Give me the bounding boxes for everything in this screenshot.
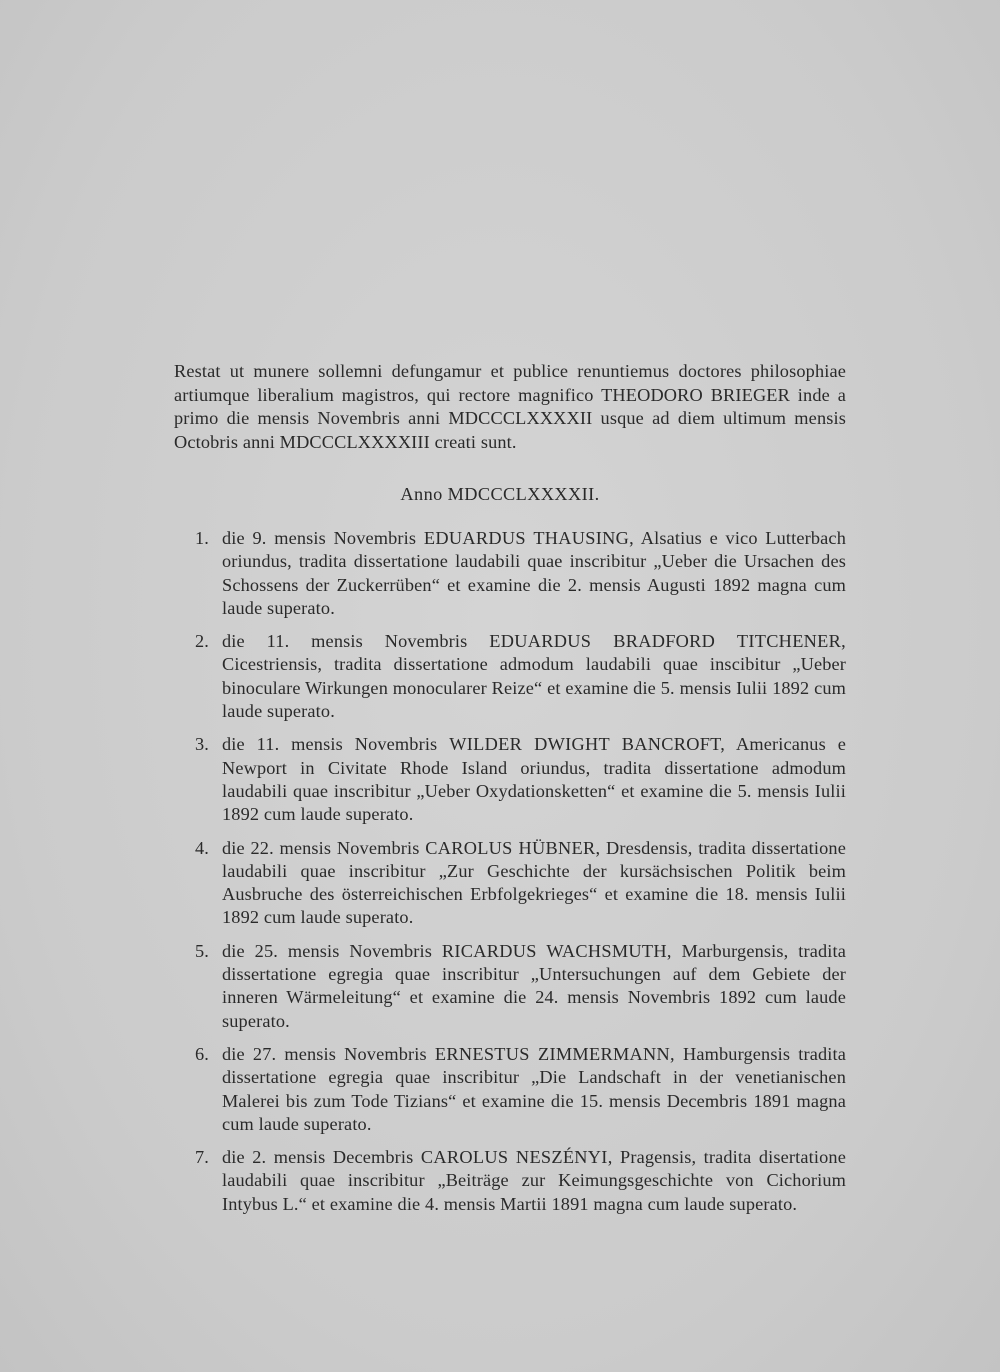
list-item [195,837,846,930]
list-item [195,630,846,723]
entry-number: 4. [195,837,210,858]
entry-number: 5. [195,940,210,961]
entry-name: EDUARDUS THAUSING, [423,528,635,548]
entry-date: die 22. mensis Novembris [222,837,420,858]
list-item [195,1043,846,1136]
entry-name: RICARDUS WACHSMUTH, [441,940,672,961]
list-item [195,1146,846,1216]
entry-date: die 9. mensis Novembris [222,528,417,548]
entry-date: die 25. mensis Novembris [222,940,432,961]
doctorate-list [195,527,846,1226]
entry-name: EDUARDUS BRADFORD TITCHENER, [489,631,846,652]
entry-name: WILDER DWIGHT BANCROFT, [449,734,726,755]
intro-paragraph: Restat ut munere sollemni defungamur et publice renuntiemus doctores philosophiae artiumque liberalium magistros, qui rectore magnifico THEODORO BRIEGER inde a primo die mensis Novembris anni MDCCCLXXXXII usque ad diem ultimum mensis Octobris anni MDCCCLXXXXIII creati sunt. [174,361,846,452]
entry-text: Dresdensis, tradita dissertatione laudabili quae inscribitur „Zur Geschichte der kursächsischen Politik beim Ausbruche des österreichischen Erbfolgekrieges“ et examine die 18. mensis Iulii 1892 cum laude superato. [222,837,846,928]
entry-text: Alsatius e vico Lutterbach oriundus, tradita dissertatione laudabili quae inscribitur „Ueber die Ursachen des Schossens der Zuckerrüben“ et examine die 2. mensis Augusti 1892 magna cum laude superato. [222,528,846,618]
entry-number: 1. [195,528,210,548]
entry-date: die 27. mensis Novembris [222,1043,427,1064]
entry-number: 7. [195,1147,210,1168]
entry-name: ERNESTUS ZIMMERMANN, [434,1043,675,1064]
year-heading: Anno MDCCCLXXXXII. [400,484,600,504]
entry-number: 2. [195,631,210,652]
entry-text: Marburgensis, tradita dissertatione egregia quae inscribitur „Untersuchungen auf dem Gebiete der inneren Wärmeleitung“ et examine die 24. mensis Novembris 1892 cum laude superato. [222,940,846,1031]
entry-date: die 11. mensis Novembris [222,631,468,652]
list-item [195,733,846,826]
entry-number: 6. [195,1043,210,1064]
entry-name: CAROLUS NESZÉNYI, [420,1147,613,1168]
entry-text: Cicestriensis, tradita dissertatione admodum laudabili quae inscibitur „Ueber binoculare Wirkungen monocularer Reize“ et examine die 5. mensis Iulii 1892 cum laude superato. [222,654,846,722]
entry-date: die 11. mensis Novembris [222,734,438,755]
entry-text: Americanus e Newport in Civitate Rhode Island oriundus, tradita dissertatione admodum laudabili quae inscribitur „Ueber Oxydationsketten“ et examine die 5. mensis Iulii 1892 cum laude superato. [222,734,846,825]
entry-number: 3. [195,734,210,755]
list-item [195,940,846,1033]
entry-text: Hamburgensis tradita dissertatione egregia quae inscribitur „Die Landschaft in der venetianischen Malerei bis zum Tode Tizians“ et examine die 15. mensis Decembris 1891 magna cum laude superato. [222,1043,846,1134]
list-item [195,527,846,620]
entry-date: die 2. mensis Decembris [222,1147,414,1168]
entry-name: CAROLUS HÜBNER, [425,837,601,858]
entry-text: Pragensis, tradita disertatione laudabili quae inscribitur „Beiträge zur Keimungsgeschichte von Cichorium Intybus L.“ et examine die 4. mensis Martii 1891 magna cum laude superato. [222,1147,846,1214]
